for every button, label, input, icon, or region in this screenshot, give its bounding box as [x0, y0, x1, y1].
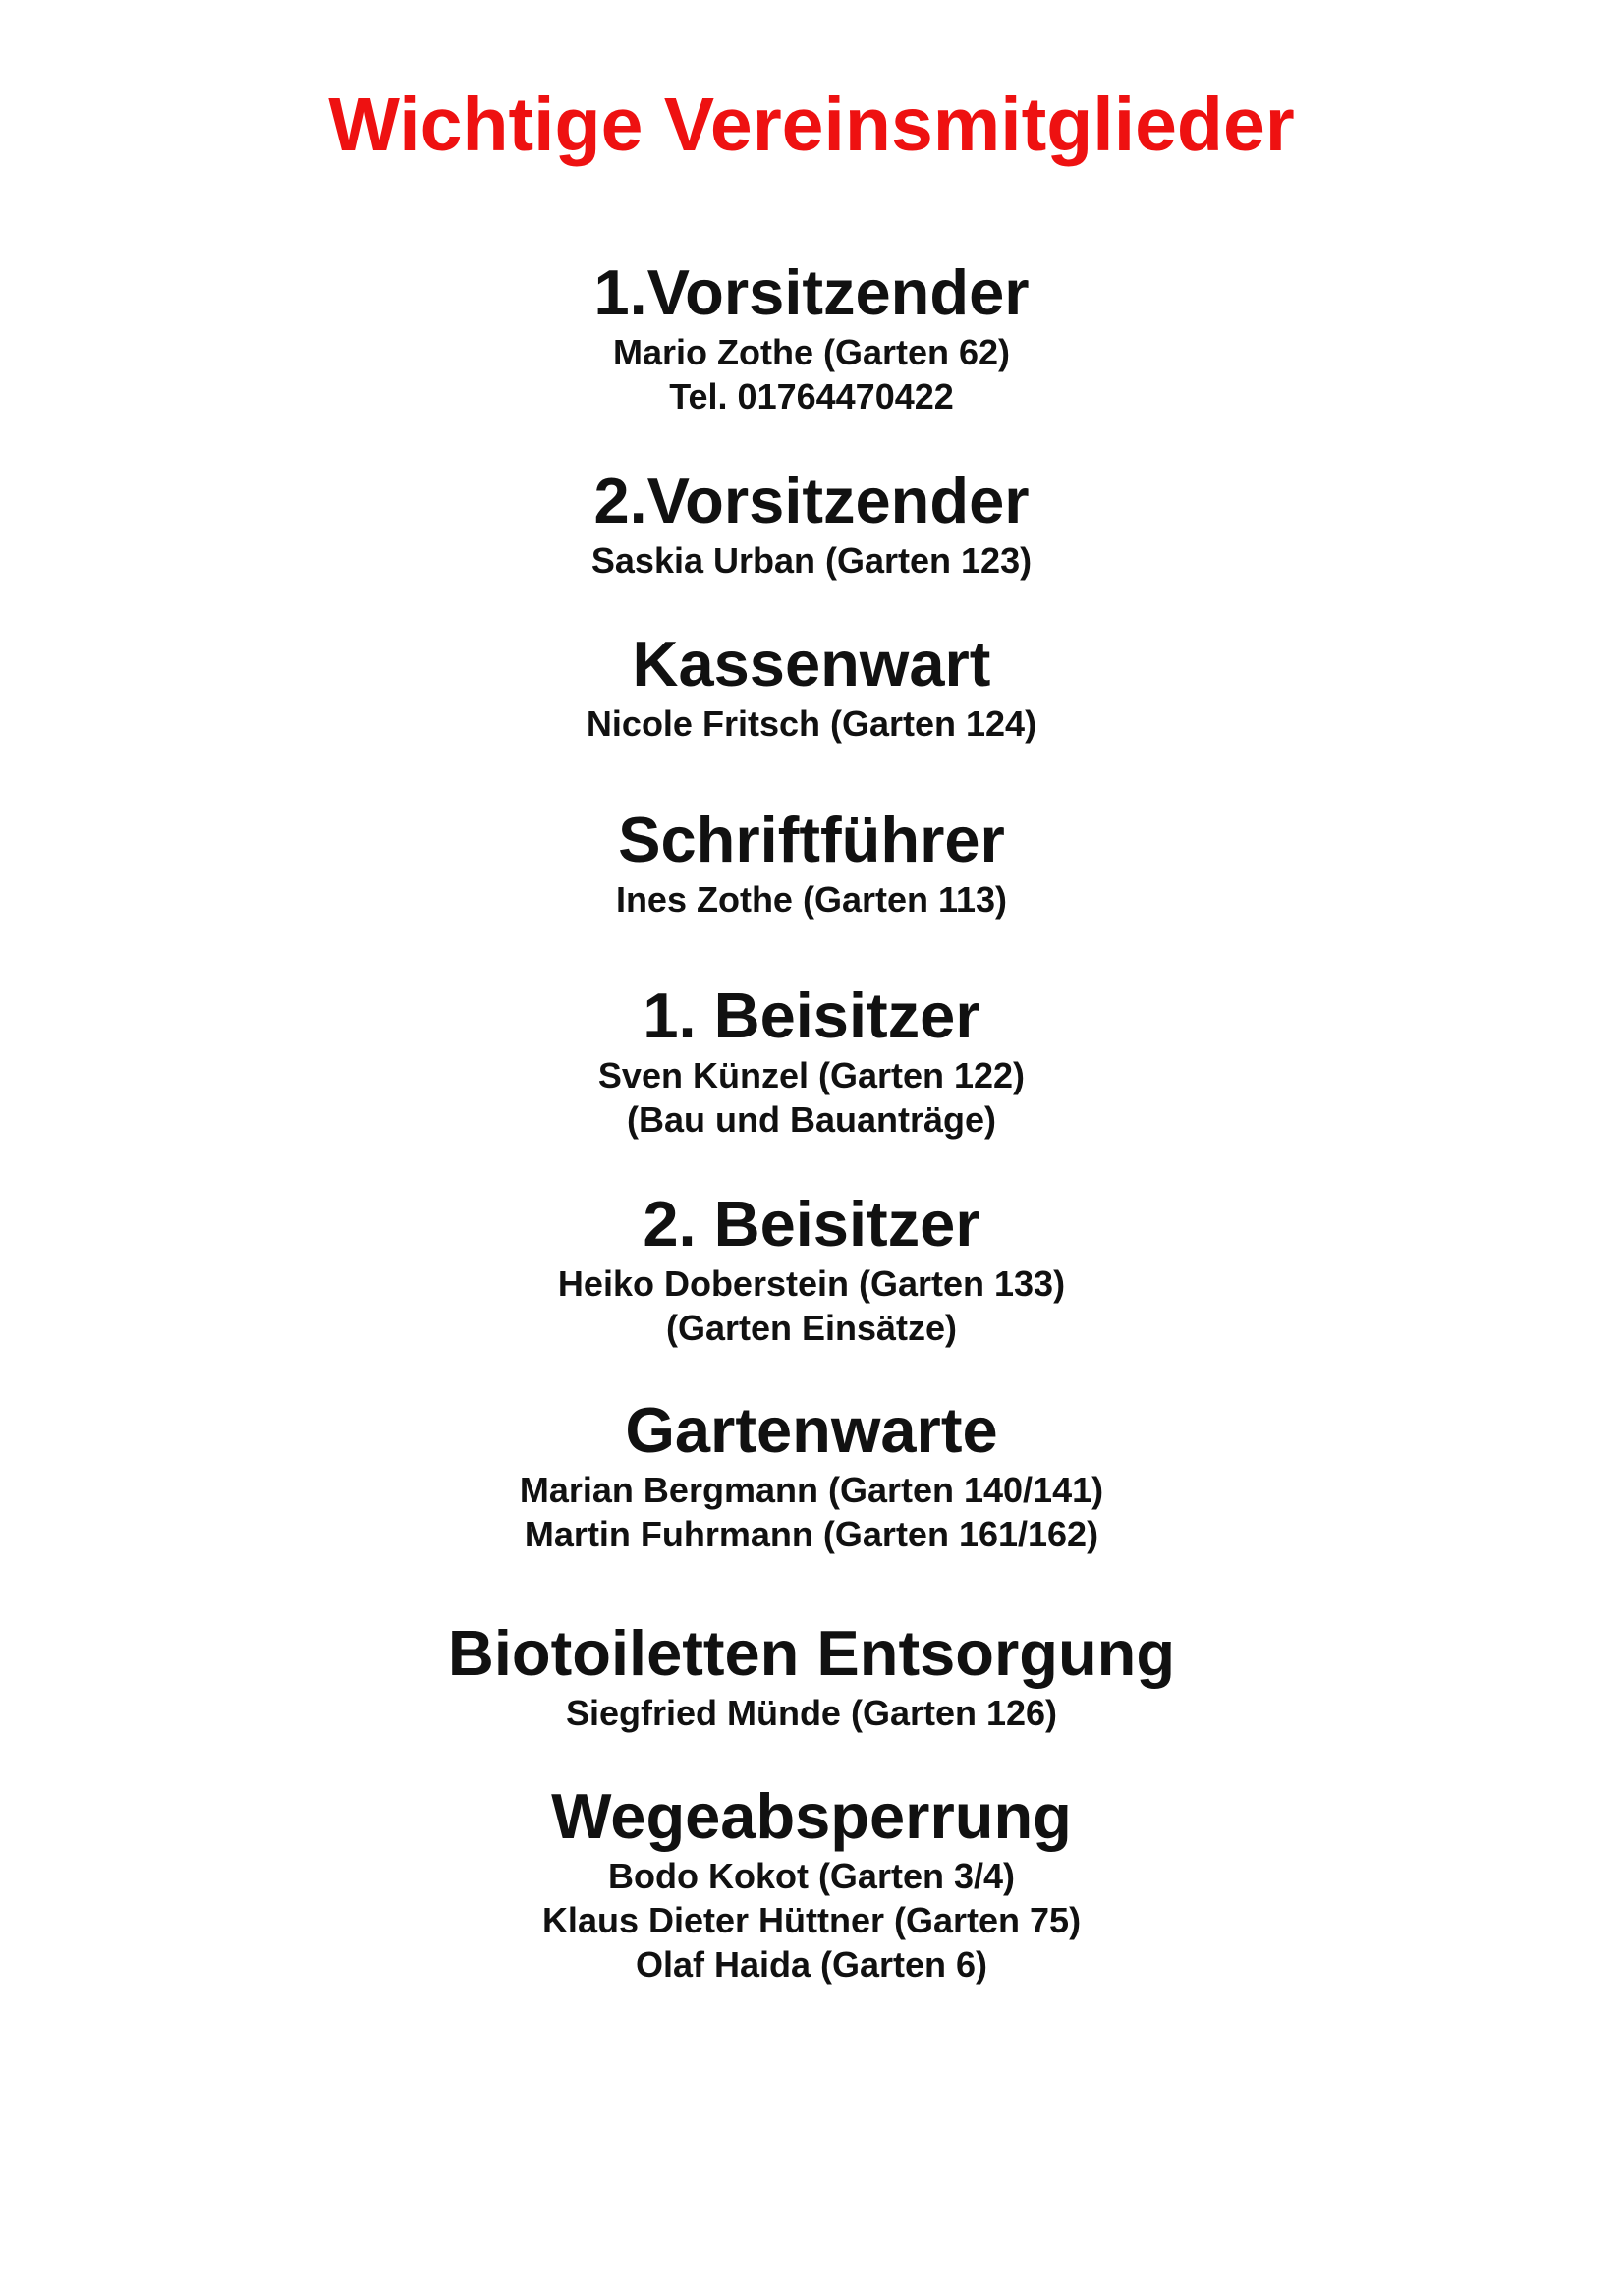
member-name: Bodo Kokot (Garten 3/4): [607, 1856, 1016, 1896]
section-biotoiletten-entsorgung: [0, 1616, 1623, 1735]
section-heading: 2.Vorsitzender: [593, 465, 1030, 536]
section-heading: Schriftführer: [618, 804, 1005, 875]
phone-number: Tel. 01764470422: [669, 376, 954, 417]
member-name: Siegfried Münde (Garten 126): [565, 1693, 1058, 1733]
section-2-vorsitzender: [0, 464, 1623, 583]
section-heading: 2. Beisitzer: [643, 1188, 980, 1260]
member-name: Sven Künzel (Garten 122): [597, 1055, 1026, 1095]
section-1-beisitzer: [0, 979, 1623, 1142]
member-name: Mario Zothe (Garten 62): [612, 332, 1011, 372]
section-gartenwarte: [0, 1393, 1623, 1556]
member-name: Saskia Urban (Garten 123): [590, 540, 1033, 581]
section-1-vorsitzender: [0, 255, 1623, 419]
section-heading: 1. Beisitzer: [643, 980, 980, 1051]
section-heading: Kassenwart: [632, 628, 991, 700]
member-name: Olaf Haida (Garten 6): [635, 1944, 988, 1985]
member-name: Klaus Dieter Hüttner (Garten 75): [541, 1900, 1082, 1940]
section-wegeabsperrung: [0, 1779, 1623, 1987]
section-2-beisitzer: [0, 1187, 1623, 1350]
member-name: Marian Bergmann (Garten 140/141): [519, 1470, 1104, 1510]
section-kassenwart: [0, 627, 1623, 746]
member-name: Ines Zothe (Garten 113): [615, 879, 1008, 920]
section-heading: Biotoiletten Entsorgung: [447, 1617, 1176, 1689]
member-responsibility: (Garten Einsätze): [665, 1308, 958, 1348]
section-heading: Gartenwarte: [625, 1394, 998, 1466]
member-name: Martin Fuhrmann (Garten 161/162): [524, 1514, 1099, 1554]
member-name: Heiko Doberstein (Garten 133): [557, 1263, 1066, 1304]
member-name: Nicole Fritsch (Garten 124): [586, 703, 1037, 744]
page-title: Wichtige Vereinsmitglieder: [328, 83, 1295, 167]
section-heading: Wegeabsperrung: [551, 1780, 1072, 1852]
section-schriftfuehrer: [0, 803, 1623, 922]
section-heading: 1.Vorsitzender: [593, 256, 1030, 328]
member-responsibility: (Bau und Bauanträge): [626, 1099, 996, 1140]
